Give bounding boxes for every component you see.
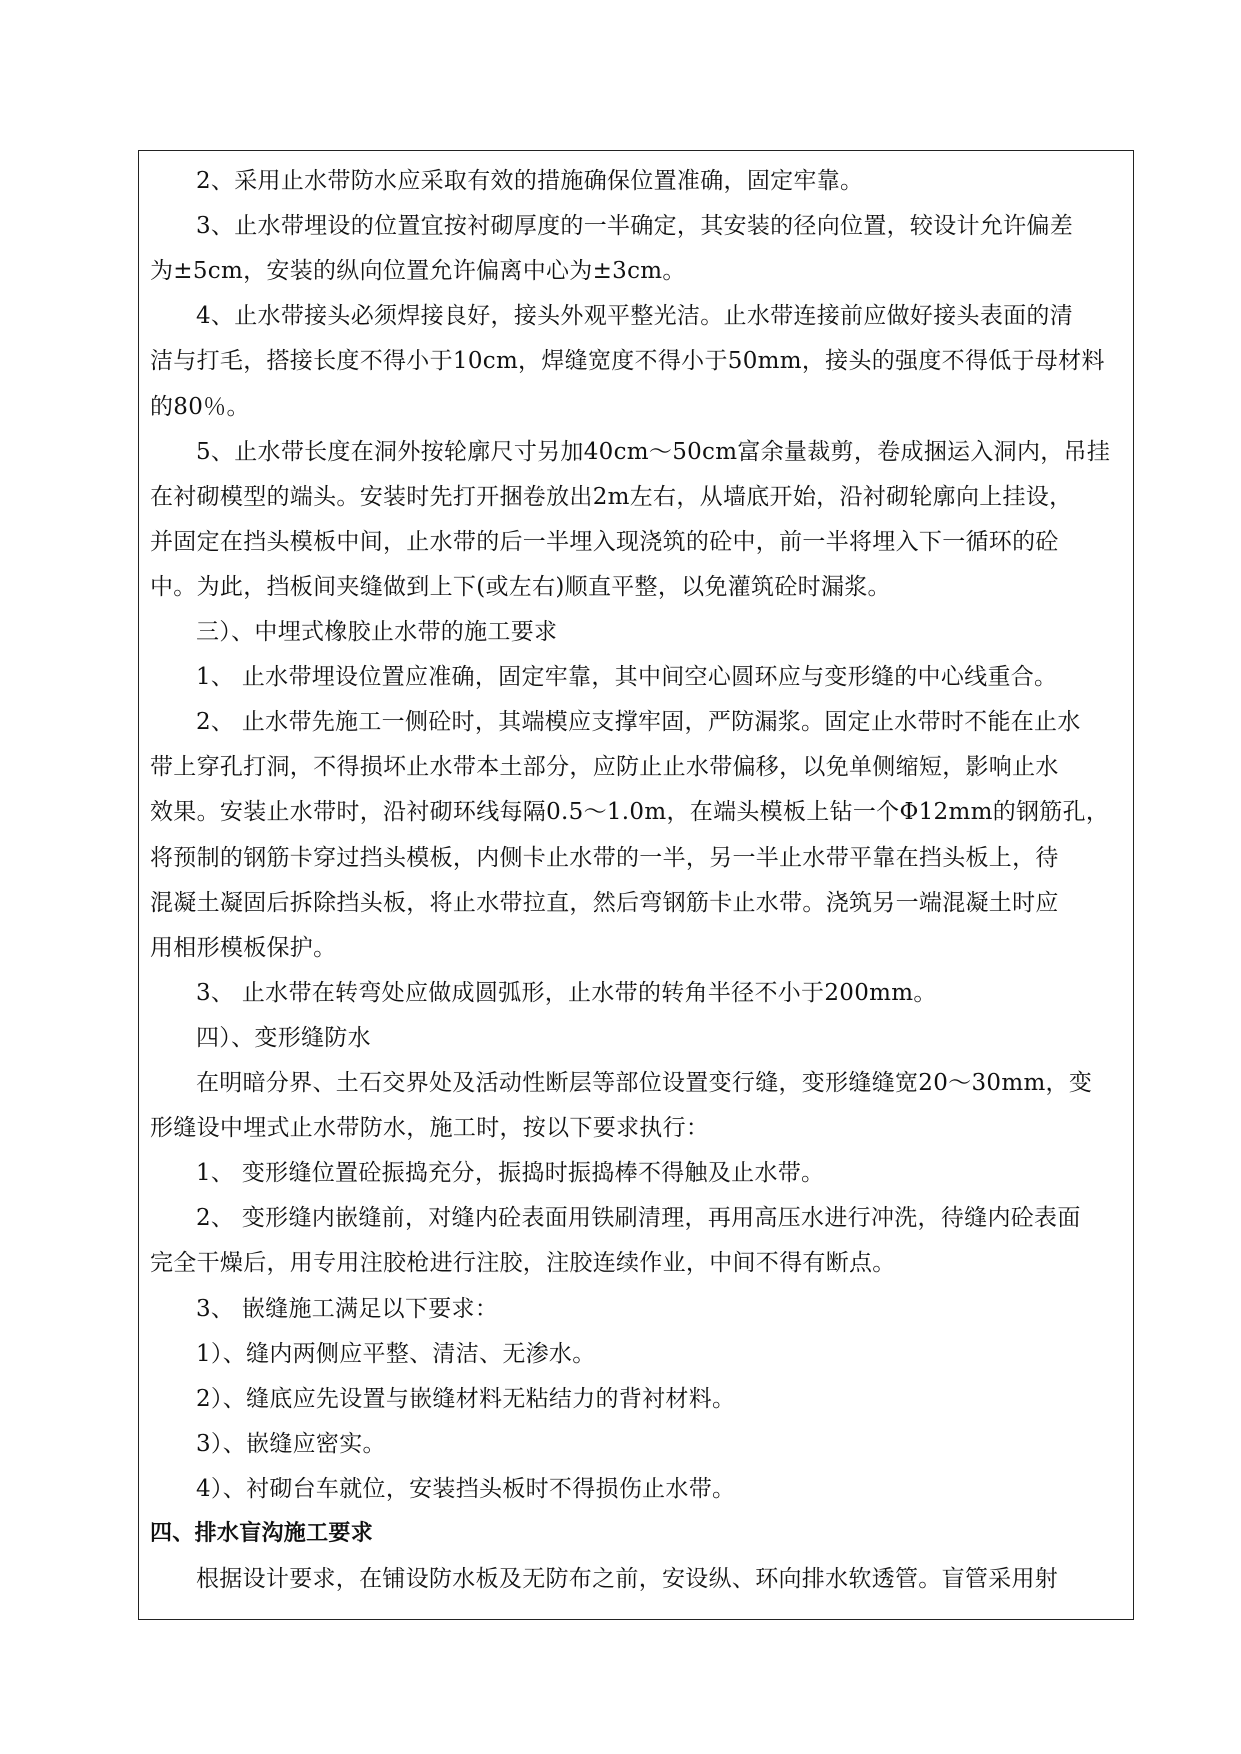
text-line: 完全干燥后，用专用注胶枪进行注胶，注胶连续作业，中间不得有断点。 [150, 1250, 896, 1277]
text-line: 3、止水带埋设的位置宜按衬砌厚度的一半确定，其安装的径向位置，较设计允许偏差 [196, 213, 1074, 240]
text-line: 3、 嵌缝施工满足以下要求： [196, 1295, 499, 1322]
section-heading: 四、排水盲沟施工要求 [150, 1521, 374, 1546]
text-line: 2、 止水带先施工一侧砼时，其端模应支撑牢固，严防漏浆。固定止水带时不能在止水 [196, 709, 1081, 736]
text-line: 三）、中埋式橡胶止水带的施工要求 [196, 619, 558, 645]
text-line: 为±5cm，安装的纵向位置允许偏离中心为±3cm。 [150, 258, 686, 285]
text-line: 带上穿孔打洞，不得损坏止水带本土部分，应防止止水带偏移，以免单侧缩短，影响止水 [150, 754, 1059, 781]
text-line: 2）、缝底应先设置与嵌缝材料无粘结力的背衬材料。 [196, 1385, 736, 1412]
text-line: 效果。安装止水带时，沿衬砌环线每隔0.5～1.0m，在端头模板上钻一个Φ12mm的钢筋孔， [150, 799, 1110, 826]
text-line: 1）、缝内两侧应平整、清洁、无渗水。 [196, 1340, 596, 1367]
text-line: 2、 变形缝内嵌缝前，对缝内砼表面用铁刷清理，再用高压水进行冲洗，待缝内砼表面 [196, 1205, 1081, 1232]
text-line: 在衬砌模型的端头。安装时先打开捆卷放出2m左右，从墙底开始，沿衬砌轮廓向上挂设， [150, 483, 1073, 510]
text-line: 洁与打毛，搭接长度不得小于10cm，焊缝宽度不得小于50mm，接头的强度不得低于母材料 [150, 348, 1105, 375]
text-line: 1、 变形缝位置砼振捣充分，振捣时振捣棒不得触及止水带。 [196, 1160, 825, 1187]
text-line: 在明暗分界、土石交界处及活动性断层等部位设置变行缝，变形缝缝宽20～30mm，变 [196, 1070, 1093, 1096]
text-line: 形缝设中埋式止水带防水，施工时，按以下要求执行： [150, 1115, 710, 1142]
text-line: 混凝土凝固后拆除挡头板，将止水带拉直，然后弯钢筋卡止水带。浇筑另一端混凝土时应 [150, 889, 1059, 916]
text-line: 根据设计要求，在铺设防水板及无防布之前，安设纵、环向排水软透管。盲管采用射 [196, 1566, 1059, 1593]
text-line: 3）、嵌缝应密实。 [196, 1430, 386, 1457]
text-line: 4）、衬砌台车就位，安装挡头板时不得损伤止水带。 [196, 1475, 736, 1502]
text-line: 四）、变形缝防水 [196, 1024, 371, 1051]
text-line: 中。为此，挡板间夹缝做到上下(或左右)顺直平整，以免灌筑砼时漏浆。 [150, 573, 891, 600]
text-line: 1、 止水带埋设位置应准确，固定牢靠，其中间空心圆环应与变形缝的中心线重合。 [196, 664, 1058, 691]
text-line: 的80％。 [150, 393, 250, 420]
text-line: 用相形模板保护。 [150, 934, 337, 961]
text-line: 4、止水带接头必须焊接良好，接头外观平整光洁。止水带连接前应做好接头表面的清 [196, 303, 1074, 330]
text-line: 3、 止水带在转弯处应做成圆弧形，止水带的转角半径不小于200mm。 [196, 979, 937, 1006]
text-line: 5、止水带长度在洞外按轮廓尺寸另加40cm～50cm富余量裁剪，卷成捆运入洞内，吊挂 [196, 438, 1111, 465]
text-line: 并固定在挡头模板中间，止水带的后一半埋入现浇筑的砼中，前一半将埋入下一循环的砼 [150, 528, 1059, 555]
text-line: 将预制的钢筋卡穿过挡头模板，内侧卡止水带的一半，另一半止水带平靠在挡头板上，待 [150, 844, 1059, 871]
text-line: 2、采用止水带防水应采取有效的措施确保位置准确，固定牢靠。 [196, 168, 864, 194]
